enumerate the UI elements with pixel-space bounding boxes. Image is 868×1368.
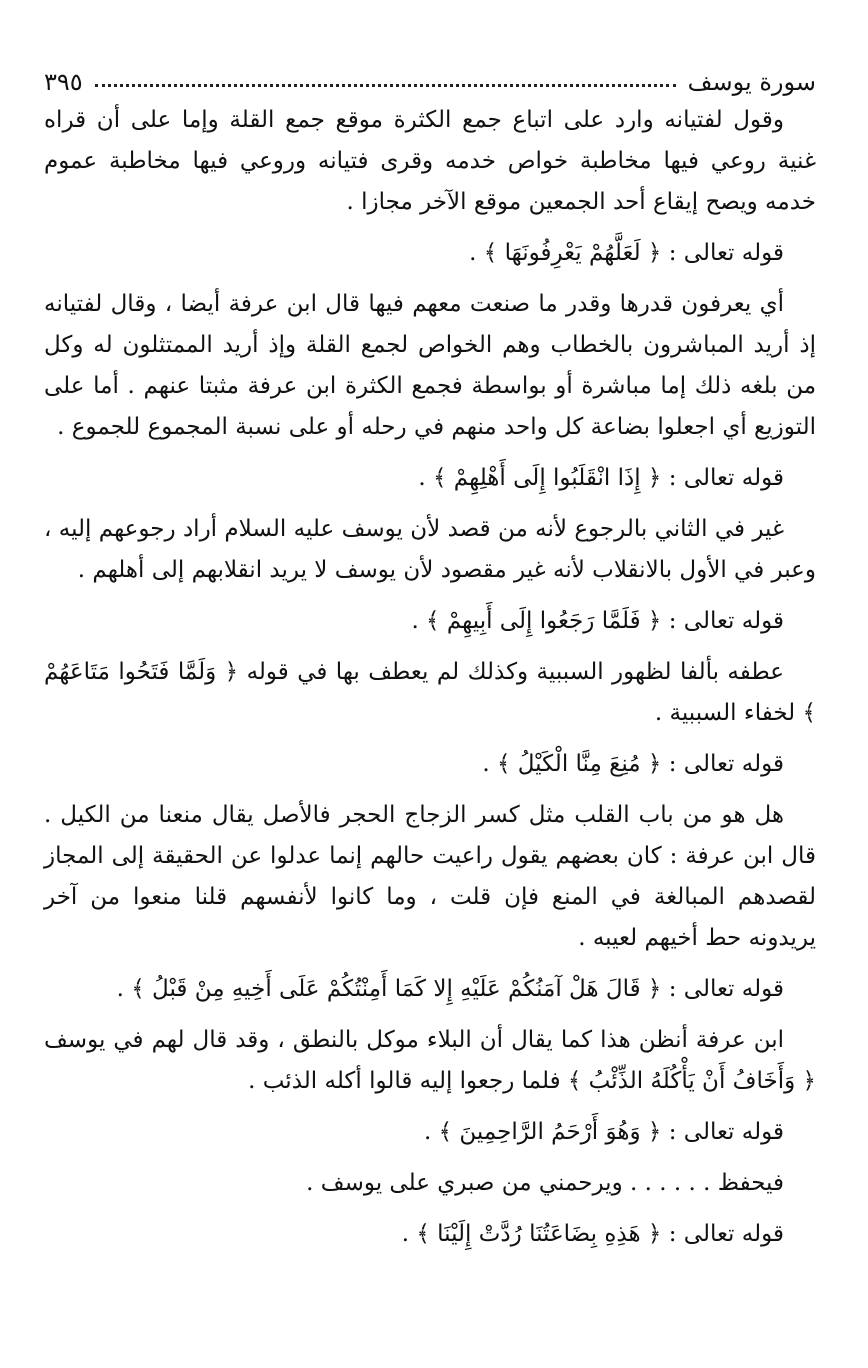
- verse-heading: قوله تعالى : ﴿ فَلَمَّا رَجَعُوا إِلَى أَبِيهِمْ ﴾ .: [411, 608, 784, 634]
- verse-heading: قوله تعالى : ﴿ وَهُوَ أَرْحَمُ الرَّاحِمِينَ ﴾ .: [423, 1119, 784, 1145]
- paragraph-line: أريد المباشرون بالخطاب وهم الخواص لجمع القلة وإذ أريد الممتثلون له وكل من: [44, 332, 817, 399]
- verse-end-mark: .: [411, 608, 419, 634]
- quran-verse: إِذَا انْقَلَبُوا إِلَى أَهْلِهِمْ: [453, 465, 641, 491]
- verse-end-mark: .: [116, 976, 124, 1002]
- running-head: [44, 58, 816, 94]
- verse-heading: قوله تعالى : ﴿ قَالَ هَلْ آمَنُكُمْ عَلَيْهِ إِلا كَمَا أَمِنْتُكُمْ عَلَى أَخِيهِ مِنْ قَبْلُ ﴾ .: [116, 976, 784, 1002]
- paragraph-line: غير في الثاني بالرجوع لأنه من قصد لأن يوسف عليه السلام أراد رجوعهم إليه ،: [44, 516, 784, 542]
- verse-lead: قوله تعالى :: [668, 608, 784, 634]
- verse-heading: قوله تعالى : ﴿ إِذَا انْقَلَبُوا إِلَى أَهْلِهِمْ ﴾ .: [418, 465, 784, 491]
- paragraph-line: وعبر في الأول بالانقلاب لأنه غير مقصود لأن يوسف لا يريد انقلابهم إلى أهلهم .: [77, 557, 816, 583]
- quran-verse: فَلَمَّا رَجَعُوا إِلَى أَبِيهِمْ: [446, 608, 641, 634]
- paragraph-line: هل هو من باب القلب مثل كسر الزجاج الحجر فالأصل يقال منعنا من الكيل .: [44, 802, 784, 828]
- commentary-paragraph: [44, 1163, 816, 1204]
- paragraph-line: عطفه بألفا لظهور السببية وكذلك لم يعطف بها في قوله ﴿ وَلَمَّا فَتَحُوا مَتَاعَهُمْ ﴾: [44, 659, 816, 726]
- chapter-title: سورة يوسف: [687, 68, 816, 96]
- paragraph-line: اجعلوا بضاعة كل واحد منهم في رحله أو على نسبة المجموع للجموع .: [57, 414, 715, 440]
- paragraph-line: لقصدهم المبالغة في المنع فإن قلت ، وما كانوا لأنفسهم قلنا منعوا من آخر يريدونه: [44, 884, 816, 951]
- commentary-paragraph: [44, 1020, 816, 1102]
- verse-lead: قوله تعالى :: [668, 1221, 784, 1247]
- paragraph-line: ابن عرفة أنظن هذا كما يقال أن البلاء موكل بالنطق ، وقد قال لهم في يوسف: [44, 1027, 784, 1053]
- paragraph-line: لخفاء السببية .: [654, 700, 796, 726]
- commentary-paragraph: [44, 100, 816, 223]
- verse-lead: قوله تعالى :: [668, 240, 784, 266]
- paragraph-line: روعي فيها مخاطبة خواص خدمه وقرى فتيانه وروعي فيها مخاطبة عموم خدمه ويصح: [44, 148, 816, 215]
- verse-lead: قوله تعالى :: [668, 465, 784, 491]
- page-number: ٣٩٥: [44, 68, 83, 96]
- verse-end-mark: .: [482, 751, 490, 777]
- verse-heading: قوله تعالى : ﴿ مُنِعَ مِنَّا الْكَيْلُ ﴾ .: [482, 751, 784, 777]
- quran-verse: مُنِعَ مِنَّا الْكَيْلُ: [517, 751, 641, 777]
- paragraph-line: حط أخيهم لعيبه .: [578, 925, 742, 951]
- verse-end-mark: .: [423, 1119, 432, 1145]
- verse-heading: قوله تعالى : ﴿ لَعَلَّهُمْ يَعْرِفُونَهَا ﴾ .: [469, 240, 784, 266]
- quran-verse: لَعَلَّهُمْ يَعْرِفُونَهَا: [504, 240, 641, 266]
- page-body: [44, 100, 816, 1255]
- leader-dots: [95, 84, 676, 87]
- paragraph-line: ﴿ وَأَخَافُ أَنْ يَأْكُلَهُ الذِّئْبُ ﴾ فلما رجعوا إليه قالوا أكله الذئب .: [248, 1068, 816, 1094]
- quran-verse: وَهُوَ أَرْحَمُ الرَّاحِمِينَ: [459, 1119, 641, 1145]
- quran-verse: قَالَ هَلْ آمَنُكُمْ عَلَيْهِ إِلا كَمَا أَمِنْتُكُمْ عَلَى أَخِيهِ مِنْ قَبْلُ: [152, 976, 641, 1002]
- paragraph-line: قال ابن عرفة : كان بعضهم يقول راعيت حالهم إنما عدلوا عن الحقيقة إلى المجاز: [44, 843, 816, 869]
- commentary-paragraph: [44, 652, 816, 734]
- verse-end-mark: .: [401, 1221, 410, 1247]
- paragraph-line: أي يعرفون قدرها وقدر ما صنعت معهم فيها قال ابن عرفة أيضا ، وقال لفتيانه إذ: [44, 291, 817, 358]
- verse-lead: قوله تعالى :: [668, 1119, 784, 1145]
- commentary-paragraph: [44, 509, 816, 591]
- verse-heading: قوله تعالى : ﴿ هَذِهِ بِضَاعَتُنَا رُدَّتْ إِلَيْنَا ﴾ .: [401, 1221, 784, 1247]
- paragraph-line: وقول لفتيانه وارد على اتباع جمع الكثرة موقع جمع القلة وإما على أن قراه غنية: [44, 107, 816, 174]
- paragraph-line: فيحفظ . . . . . . ويرحمني من صبري على يوسف .: [306, 1170, 784, 1196]
- commentary-paragraph: [44, 795, 816, 959]
- quran-verse: هَذِهِ بِضَاعَتُنَا رُدَّتْ إِلَيْنَا: [437, 1221, 641, 1247]
- commentary-paragraph: [44, 284, 816, 448]
- paragraph-line: إيقاع أحد الجمعين موقع الآخر مجازا .: [346, 189, 699, 215]
- verse-end-mark: .: [418, 465, 426, 491]
- verse-lead: قوله تعالى :: [668, 976, 784, 1002]
- paragraph-line: بلغه ذلك إما مباشرة أو بواسطة فجمع الكثرة ابن عرفة مثبتا عنهم . أما على التوزيع أي: [44, 373, 816, 440]
- verse-lead: قوله تعالى :: [668, 751, 784, 777]
- verse-end-mark: .: [469, 240, 477, 266]
